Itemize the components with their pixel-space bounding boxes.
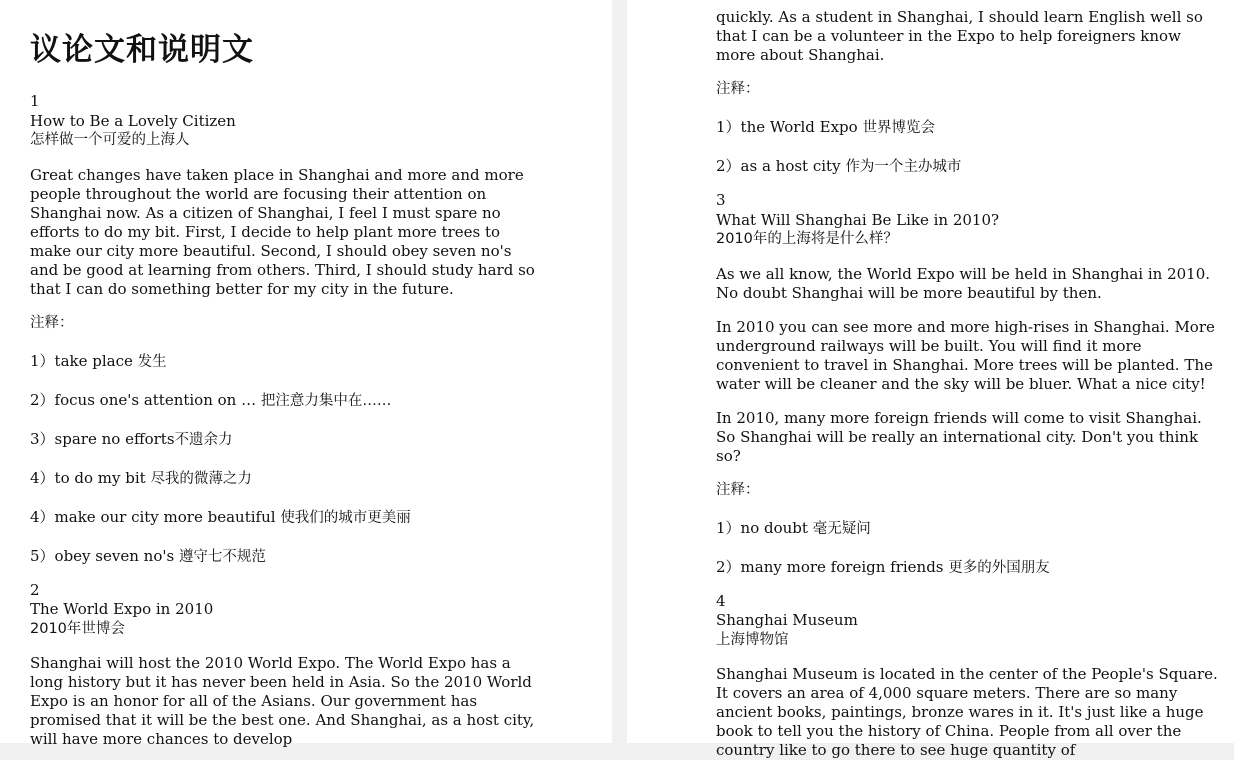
essay-1-body: Great changes have taken place in Shanghai and more and more people throughout the world are focusing their attention on Shanghai now. As a citizen of Shanghai, I feel I must spare no efforts to do my bit. First, I decide to help plant more trees to make our city more beautiful. Second, I should obey seven no's and be good at learning from others. Third, I should study hard so that I can do something better for my city in the future. [30,165,535,298]
note-translation: 作为一个主办城市 [845,159,962,175]
note-translation: 发生 [137,353,167,370]
essay-1-note [30,547,540,567]
essay-3-paragraph: In 2010 you can see more and more high-rises in Shanghai. More underground railways will be built. You will find it more convenient to travel in Shanghai. More trees will be planted. The water will be cleaner and the sky will be bluer. What a nice city! [716,317,1215,393]
document-title: 议论文和说明文 [30,32,254,68]
essay-2-note [716,118,1224,138]
note-term: take place [54,351,138,370]
note-translation: 遵守七不规范 [178,548,266,565]
note-number: 1） [716,518,741,537]
essay-2-body: Shanghai will host the 2010 World Expo. The World Expo has a long history but it has never been held in Asia. So the 2010 World Expo is an honor for all of the Asians. Our government has promised that it will be the best one. And Shanghai, as a host city, will have more chances to develop [30,654,535,748]
essay-2-body-continued: quickly. As a student in Shanghai, I should learn English well so that I can be a volunteer in the Expo to help foreigners know more about Shanghai. [716,8,1203,64]
note-translation: 尽我的微薄之力 [150,470,252,487]
essay-2-heading [30,581,540,640]
note-number: 2） [716,157,741,175]
essay-4-title-en: Shanghai Museum [716,611,858,629]
essay-3-title-cn: 2010年的上海将是什么样？ [716,231,898,247]
right-page [627,0,1234,759]
essay-2-number: 2 [30,580,40,599]
note-translation: 不遗余力 [174,431,233,448]
essay-4-heading [716,592,1224,651]
essay-3-notes-label: 注释： [716,481,760,498]
essay-1-title-cn: 怎样做一个可爱的上海人 [30,132,190,148]
note-term: as a host city [740,157,846,175]
note-number: 1） [716,118,741,136]
note-number: 4） [30,468,55,487]
essay-1-notes-label: 注释： [30,314,74,331]
note-term: make our city more beautiful [54,507,281,526]
note-term: to do my bit [54,468,151,487]
essay-4-body: Shanghai Museum is located in the center of the People's Square. It covers an area of 4,000 square meters. There are so many ancient books, paintings, bronze wares in it. It's just like a huge book to tell you the history of China. People from all over the country like to go there to see huge quantity of [716,665,1218,759]
essay-1-note [30,430,540,450]
essay-1-note [30,352,540,372]
note-translation: 世界博览会 [862,120,935,136]
note-translation: 毫无疑问 [812,520,871,537]
note-term: the World Expo [740,118,863,136]
essay-1-note [30,508,540,528]
note-term: obey seven no's [54,546,179,565]
essay-1-heading [30,92,540,151]
essay-3-title-en: What Will Shanghai Be Like in 2010? [716,210,1000,229]
note-number: 4） [30,507,55,526]
note-number: 3） [30,429,55,448]
note-term: no doubt [740,518,813,537]
essay-3-number: 3 [716,191,726,209]
essay-3-heading [716,191,1224,250]
essay-2-note [716,157,1224,177]
essay-3-note [716,558,1224,578]
essay-1-note [30,469,540,489]
left-page-content [0,0,612,748]
note-translation: 把注意力集中在…… [260,392,392,409]
note-term: many more foreign friends [740,557,949,576]
essay-3-note [716,519,1224,539]
note-translation: 使我们的城市更美丽 [280,509,411,526]
note-number: 2） [30,390,55,409]
note-number: 1） [30,351,55,370]
essay-4-number: 4 [716,591,726,610]
essay-1-note [30,391,540,411]
right-page-content [627,0,1234,759]
essay-2-notes-label: 注释： [716,81,760,97]
note-number: 2） [716,557,741,576]
essay-2-title-cn: 2010年世博会 [30,620,125,637]
note-number: 5） [30,546,55,565]
left-page [0,0,612,748]
essay-3-paragraph: As we all know, the World Expo will be held in Shanghai in 2010. No doubt Shanghai will be more beautiful by then. [716,264,1211,302]
note-term: focus one's attention on … [54,390,261,409]
note-translation: 更多的外国朋友 [948,559,1050,576]
essay-1-number: 1 [30,92,40,110]
essay-3-paragraph: In 2010, many more foreign friends will come to visit Shanghai. So Shanghai will be really an international city. Don't you think so? [716,408,1202,465]
essay-1-title-en: How to Be a Lovely Citizen [30,111,236,130]
essay-2-title-en: The World Expo in 2010 [30,600,214,618]
note-term: spare no efforts [54,429,175,448]
essay-4-title-cn: 上海博物馆 [716,631,789,648]
